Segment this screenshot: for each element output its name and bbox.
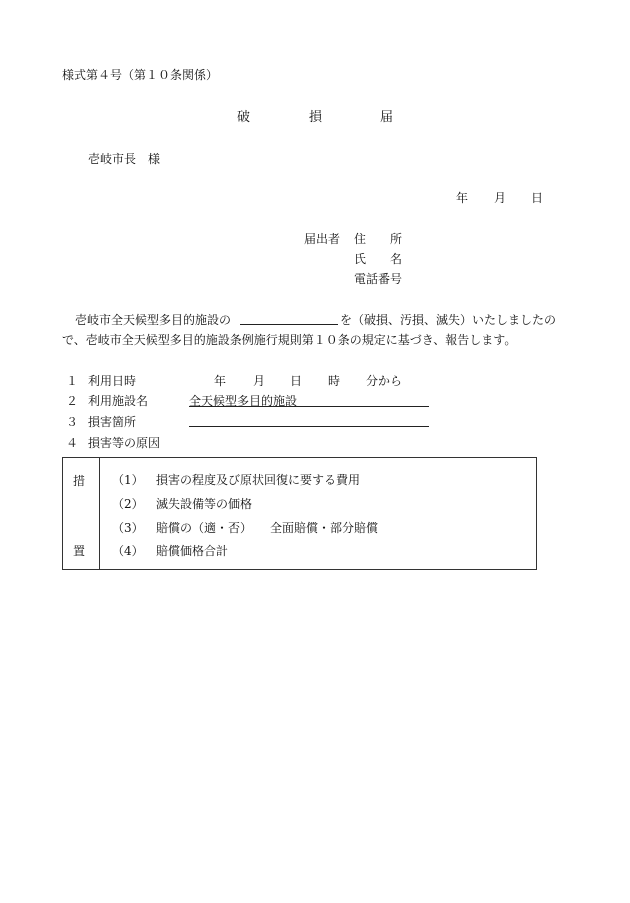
facility-name-value: 全天候型多目的施設 bbox=[189, 394, 298, 408]
measure-number: （3） bbox=[112, 521, 144, 535]
item-label: 損害等の原因 bbox=[88, 436, 161, 450]
measures-divider bbox=[99, 458, 100, 569]
facility-name-underline bbox=[189, 406, 429, 407]
item-number: ３ bbox=[66, 415, 79, 429]
measures-box bbox=[62, 457, 537, 570]
item-label: 損害箇所 bbox=[88, 415, 137, 429]
measures-label-top: 措 bbox=[73, 474, 86, 488]
usage-hour: 時 bbox=[328, 374, 341, 388]
usage-year: 年 bbox=[214, 374, 227, 388]
body-line1-prefix: 壱岐市全天候型多目的施設の bbox=[75, 313, 232, 327]
measure-text: 滅失設備等の価格 bbox=[156, 497, 253, 511]
item-number: １ bbox=[66, 374, 79, 388]
item-label: 利用施設名 bbox=[88, 394, 149, 408]
measure-number: （2） bbox=[112, 497, 144, 511]
usage-day: 日 bbox=[290, 374, 303, 388]
measure-number: （1） bbox=[112, 473, 144, 487]
body-line1-suffix: を（破損、汚損、滅失）いたしましたの bbox=[340, 313, 557, 327]
title-char-son: 損 bbox=[309, 110, 323, 125]
body-line2: で、壱岐市全天候型多目的施設条例施行規則第１０条の規定に基づき、報告します。 bbox=[62, 333, 517, 347]
usage-minute: 分から bbox=[366, 374, 403, 388]
measure-number: （4） bbox=[112, 544, 144, 558]
measure-text: 賠償価格合計 bbox=[156, 544, 229, 558]
form-id: 様式第４号（第１０条関係） bbox=[62, 68, 219, 82]
applicant-label: 届出者 bbox=[304, 232, 341, 246]
title-char-ha: 破 bbox=[237, 110, 251, 125]
item-label: 利用日時 bbox=[88, 374, 137, 388]
applicant-name-label: 氏 名 bbox=[354, 252, 403, 266]
item-number: ４ bbox=[66, 436, 79, 450]
title-char-todoke: 届 bbox=[380, 110, 394, 125]
applicant-address-label: 住 所 bbox=[354, 232, 403, 246]
damaged-item-blank bbox=[240, 324, 338, 325]
measure-text: 賠償の（適・否） 全面賠償・部分賠償 bbox=[156, 521, 379, 535]
applicant-phone-label: 電話番号 bbox=[354, 272, 403, 286]
date-month: 月 bbox=[494, 191, 507, 205]
measure-text: 損害の程度及び原状回復に要する費用 bbox=[156, 473, 361, 487]
item-number: ２ bbox=[66, 394, 79, 408]
addressee: 壱岐市長 様 bbox=[88, 152, 161, 166]
date-year: 年 bbox=[456, 191, 469, 205]
usage-month: 月 bbox=[253, 374, 266, 388]
measures-label-bottom: 置 bbox=[73, 544, 86, 558]
date-day: 日 bbox=[531, 191, 544, 205]
damage-location-underline bbox=[189, 426, 429, 427]
